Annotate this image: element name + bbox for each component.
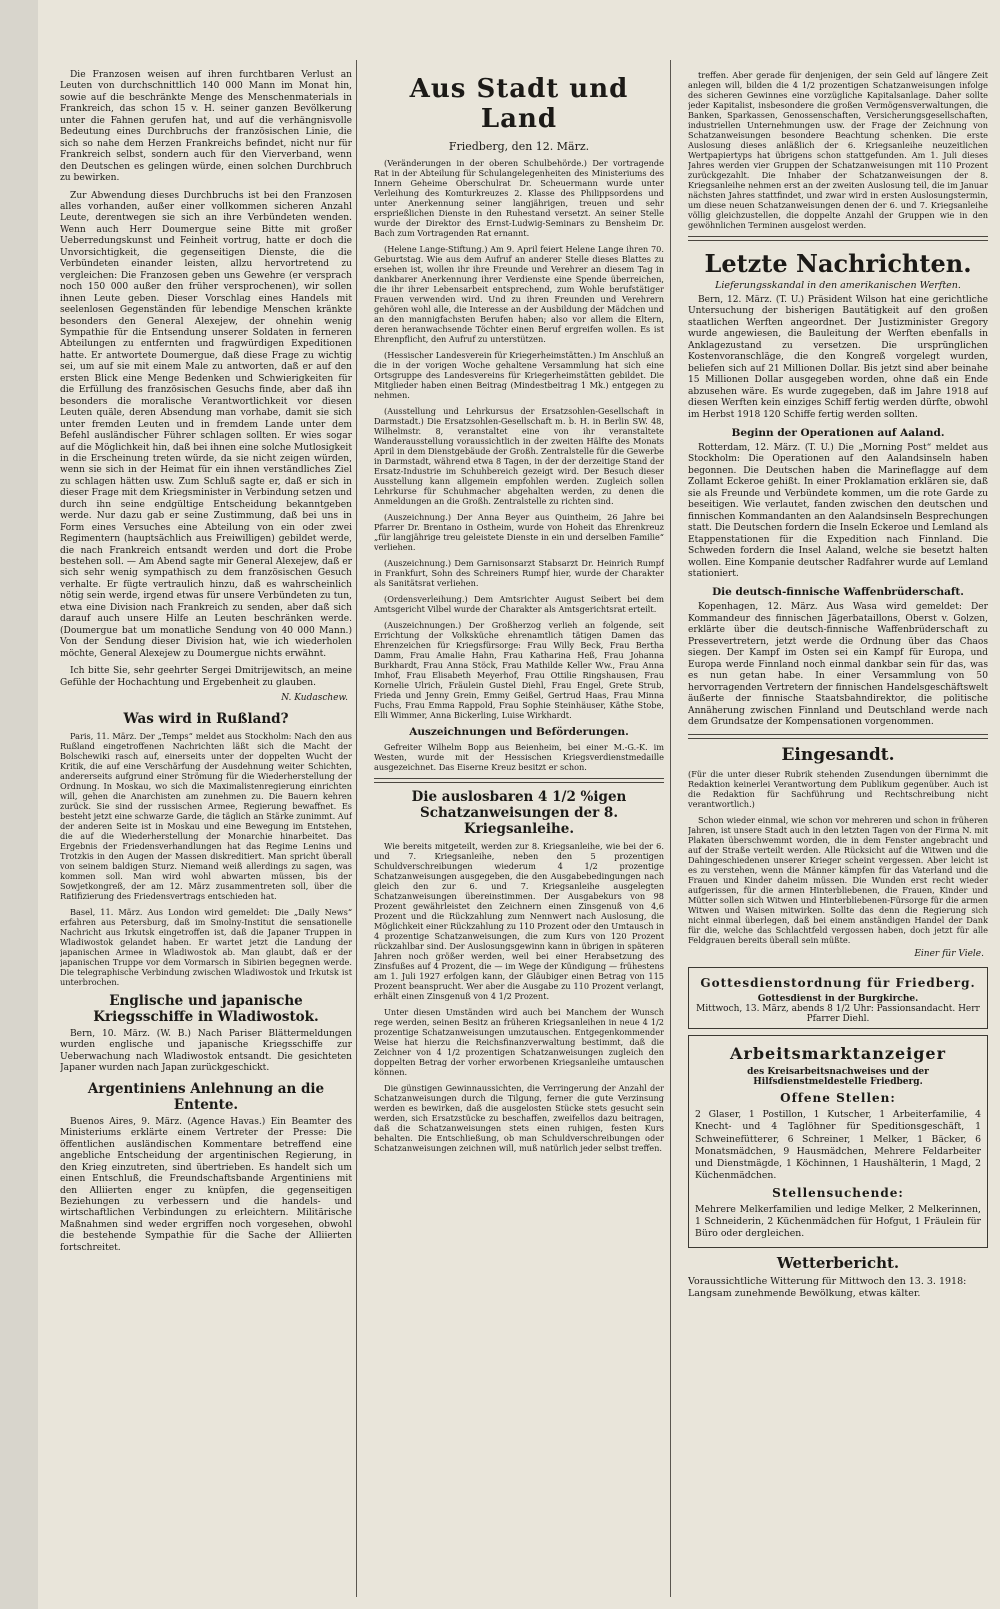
news-item: (Veränderungen in der oberen Schulbehörde.) Der vortragende Rat in der Abteilung für Schulangelegenheiten des Ministeriums des Innern Geheime Oberschulrat Dr. Scheuermann wurde unter Verleihung des Komturkreuzes 2. Klasse des Philippsordens und unter Anerkennung seiner langjährigen, treuen und sehr ersprießlichen Dienste in den Ruhestand versetzt. An seiner Stelle wurde der Direktor des Ernst-Ludwig-Seminars zu Bensheim Dr. Bach zum Vortragenden Rat ernannt. <box>374 158 664 238</box>
news-item: (Auszeichnung.) Dem Garnisonsarzt Stabsarzt Dr. Heinrich Rumpf in Frankfurt, Sohn des Schreiners Rumpf hier, wurde der Charakter als Sanitätsrat verliehen. <box>374 558 664 588</box>
article-paragraph: Bern, 12. März. (T. U.) Präsident Wilson hat eine gerichtliche Untersuchung der bisherigen Bautätigkeit auf den großen staatlichen Werften angeordnet. Der Justizminister Gregory wurde angewiesen, die Bauleitung der Werften ebenfalls in Anklagezustand zu versetzen. Die ursprünglichen Kostenvoranschläge, die den Kongreß vorgelegt wurden, beliefen sich auf 21 Millionen Dollar. Bis jetzt sind aber beinahe 15 Millionen Dollar ausgegeben worden, ohne daß ein Ende abzusehen wäre. Es wurde zugegeben, daß im Jahre 1918 auf diesen Werften kein einziges Schiff fertig werden dürfte, obwohl im Herbst 1918 120 Schiffe fertig werden sollten. <box>688 295 988 420</box>
article-paragraph: Buenos Aires, 9. März. (Agence Havas.) Ein Beamter des Ministeriums erklärte einem Vertreter der Presse: Die öffentlichen ausländischen Kommentare betreffend eine angebliche Entscheidung der argentinischen Regierung, in den Krieg einzutreten, sind übertrieben. Es handelt sich um einen Entschluß, die Freundschaftsbande Argentiniens mit den Alliierten enger zu knüpfen, die gegenseitigen Beziehungen zu verbessern und die handels- und wirtschaftlichen Verbindungen zu erleichtern. Militärische Maßnahmen sind weder ergriffen noch vorgesehen, obwohl die bestehende Sympathie für die Sache der Alliierten fortschreitet. <box>60 1116 352 1253</box>
heading-arbeitsmarkt: Arbeitsmarktanzeiger <box>729 1044 947 1064</box>
dateline: Friedberg, den 12. März. <box>448 140 590 153</box>
newspaper-page <box>38 0 1000 1609</box>
divider <box>688 734 988 739</box>
divider <box>688 236 988 241</box>
article-paragraph: Basel, 11. März. Aus London wird gemeldet: Die „Daily News“ erfahren aus Petersburg, daß im Smolny-Institut die sensationelle Nachricht aus Irkutsk eingetroffen ist, daß die Japaner Truppen in Wladiwostok gelandet haben. Er wartet jetzt die Landung der japanischen Armee in Wladiwostok ab. Man glaubt, daß er der japanischen Truppe vor dem Vormarsch in Sibirien begegnen werde. Die telegraphische Verbindung zwischen Wladiwostok und Irkutsk ist unterbrochen. <box>60 907 352 988</box>
headline-auszeichnungen: Auszeichnungen und Beförderungen. <box>409 726 629 738</box>
column-left <box>60 70 352 1260</box>
heading-offene-stellen: Offene Stellen: <box>780 1091 896 1106</box>
column-divider <box>670 60 671 1597</box>
section-title-letzte-nachrichten: Letzte Nachrichten. <box>704 249 972 278</box>
headline-schatzanweisungen: Die auslosbaren 4 1/2 %igen Schatzanweisungen der 8. Kriegsanleihe. <box>411 789 627 837</box>
article-paragraph: Rotterdam, 12. März. (T. U.) Die „Morning Post“ meldet aus Stockholm: Die Operationen auf den Aalandsinseln haben begonnen. Die Deutschen haben die Marineflagge auf dem Zollamt Eckeroe gehißt. In einer Proklamation erklären sie, daß sie als Freunde und Verbündete kommen, um die rote Garde zu beseitigen. Wie verlautet, fanden zwischen den deutschen und finnischen Kommandanten an den Aalandsinseln Besprechungen statt. Die Deutschen fordern die Inseln Eckeroe und Lemland als Etappenstationen für die Expedition nach Finnland. Die Schweden fordern die Insel Aaland, welche sie besetzt halten wollen. Eine Kompanie deutscher Radfahrer wurde auf Lemland stationiert. <box>688 442 988 579</box>
column-divider <box>356 60 357 1597</box>
weather-forecast: Voraussichtliche Witterung für Mittwoch den 13. 3. 1918: Langsam zunehmende Bewölkung, etwas kälter. <box>688 1276 967 1300</box>
letter-signature: N. Kudaschew. <box>281 693 348 704</box>
subheading: Beginn der Operationen auf Aaland. <box>731 426 945 439</box>
editorial-note: (Für die unter dieser Rubrik stehenden Zusendungen übernimmt die Redaktion keinerlei Verantwortung dem Publikum gegenüber. Auch ist die Redaktion für Sachführung und Rechtschreibung nicht verantwortlich.) <box>688 769 988 810</box>
heading-gottesdienst: Gottesdienstordnung für Friedberg. <box>700 976 976 991</box>
job-seekers-list: Mehrere Melkerfamilien und ledige Melker, 2 Melkerinnen, 1 Schneiderin, 2 Küchenmädchen für Hofgut, 1 Fräulein für Büro oder dergleichen. <box>695 1203 981 1240</box>
article-paragraph: Ich bitte Sie, sehr geehrter Sergei Dmitrijewitsch, an meine Gefühle der Hochachtung und Ergebenheit zu glauben. <box>60 666 352 688</box>
letter-signature: Einer für Viele. <box>914 949 984 960</box>
column-middle <box>374 70 664 1159</box>
column-right <box>688 70 988 1301</box>
news-item: (Auszeichnungen.) Der Großherzog verlieh an folgende, seit Errichtung der Volksküche ehrenamtlich tätigen Damen das Ehrenzeichen für Kriegsfürsorge: Frau Willy Beck, Frau Bertha Damm, Frau Amalie Hahn, Frau Katharina Heß, Frau Johanna Burkhardt, Frau Anna Stöck, Frau Mathilde Keller Ww., Frau Anna Imhof, Frau Elisabeth Meyerhof, Frau Ottilie Ringshausen, Frau Kornelie Ulrich, Fräulein Gustel Diehl, Frau Engel, Grete Strub, Frieda und Jenny Grein, Emmy Geißel, Gertrud Haas, Frau Minna Fuchs, Frau Emma Rappold, Frau Sophie Steinhäuser, Käthe Stobe, Elli Wimmer, Anna Bickerling, Luise Wirkhardt. <box>374 620 664 720</box>
church-notice-box <box>688 967 988 1029</box>
labor-market-box <box>688 1035 988 1248</box>
headline-argentinien: Argentiniens Anlehnung an die Entente. <box>87 1080 325 1113</box>
section-title-eingesandt: Eingesandt. <box>781 745 895 766</box>
article-paragraph: Bern, 10. März. (W. B.) Nach Pariser Blättermeldungen wurden englische und japanische Kriegsschiffe zur Ueberwachung nach Wladiwostok entsandt. Die gesichteten Japaner wurden nach Japan zurückgeschickt. <box>60 1029 352 1074</box>
article-paragraph: Unter diesen Umständen wird auch bei Manchem der Wunsch rege werden, seinen Besitz an früheren Kriegsanleihen in neue 4 1/2 prozentige Schatzanweisungen umzutauschen. Entgegenkommender Weise hat hierzu die Reichsfinanzverwaltung bestimmt, daß die Zeichner von 4 1/2 prozentigen Schatzanweisungen zugleich den doppelten Betrag der vorher erworbenen Kriegsanleihe umtauschen können. <box>374 1007 664 1077</box>
news-item: (Helene Lange-Stiftung.) Am 9. April feiert Helene Lange ihren 70. Geburtstag. Wie aus dem Aufruf an anderer Stelle dieses Blattes zu ersehen ist, wollen ihr ihre Freunde und Verehrer an diesem Tag in dankbarer Anerkennung ihrer Verdienste eine Spende überreichen, die ihr ihrer Lebensarbeit entsprechend, zum Wohle berufstätiger Frauen verwenden wird. Und zu ihren Freunden und Verehrern gehören wohl alle, die Interesse an der Ausbildung der Mädchen und an den mannigfachsten Berufen haben; also vor allem die Eltern, deren heranwachsende Töchter einen Beruf ergreifen wollen. Es ist Ehrenpflicht, den Aufruf zu unterstützen. <box>374 244 664 344</box>
article-paragraph: Schon wieder einmal, wie schon vor mehreren und schon in früheren Jahren, ist unsere Stadt auch in den letzten Tagen von der Firma N. mit Plakaten überschwemmt worden, die in dem Fenster angebracht und auf der Straße verteilt werden. Alle Rücksicht auf die Witwen und die Dahingeschiedenen unserer Krieger scheint vergessen. Aber leicht ist es zu verstehen, wenn die Männer kämpfen für das Vaterland und die Frauen und Kinder daheim müssen. Die Wunden erst recht wieder aufgerissen, für die armen Hinterbliebenen, die Frauen, Kinder und Mütter sollen sich Witwen und Hinterbliebenen-Fürsorge für die armen Witwen und Waisen mitwirken. Sollte das denn die Regierung sich nicht einmal überlegen, daß bei einem anständigen Handel der Dank für die, welche das Schlachtfeld vergossen haben, doch jetzt für alle Feldgrauen bereits überall sein müßte. <box>688 815 988 946</box>
article-paragraph: treffen. Aber gerade für denjenigen, der sein Geld auf längere Zeit anlegen will, bilden die 4 1/2 prozentigen Schatzanweisungen infolge des sicheren Gewinnes eine vorzügliche Kapitalsanlage. Daher sollte jeder Kapitalist, insbesondere die großen Vermögensverwaltungen, die Banken, Sparkassen, Genossenschaften, Versicherungsgesellschaften, industriellen Unternehmungen usw. der Frage der Zeichnung von Schatzanweisungen besondere Beachtung schenken. Die erste Auslosung dieses anläßlich der 6. Kriegsanleihe neuzeitlichen Wertpapiertyps hat übrigens schon stattgefunden. Am 1. Juli dieses Jahres werden vier Gruppen der Schatzanweisungen mit 110 Prozent zurückgezahlt. Die Inhaber der Schatzanweisungen der 8. Kriegsanleihe nehmen erst an der zweiten Auslosung teil, die im Januar nächsten Jahres stattfindet, und zwar wird in ersten Auslosungstermin, um diese neuen Schatzanweisungen denen der 6. und 7. Kriegsanleihe völlig gleichzustellen, die doppelte Anzahl der Gruppen wie in den gewöhnlichen Terminen ausgelost werden. <box>688 70 988 230</box>
news-item: (Auszeichnung.) Der Anna Beyer aus Quintheim, 26 Jahre bei Pfarrer Dr. Brentano in Ostheim, wurde von Hoheit das Ehrenkreuz „für langjährige treu geleistete Dienste in ein und derselben Familie“ verliehen. <box>374 512 664 552</box>
section-title-stadt-land: Aus Stadt und Land <box>409 74 629 134</box>
subheading: Gottesdienst in der Burgkirche. <box>757 994 919 1005</box>
heading-wetterbericht: Wetterbericht. <box>776 1254 900 1273</box>
job-list: 2 Glaser, 1 Postillon, 1 Kutscher, 1 Arbeiterfamilie, 4 Knecht- und 4 Taglöhner für Speditionsgeschäft, 1 Schweinefütterer, 6 Schreiner, 1 Melker, 1 Bäcker, 6 Monatsmädchen, 9 Hausmädchen, Mehrere Feldarbeiter und Dienstmägde, 1 Köchinnen, 1 Haushälterin, 1 Magd, 2 Küchenmädchen. <box>695 1109 981 1181</box>
headline-wladiwostok: Englische und japanische Kriegsschiffe in Wladiwostok. <box>93 993 319 1026</box>
article-paragraph: Zur Abwendung dieses Durchbruchs ist bei den Franzosen alles vorhanden, außer einer vollkommen sicheren Anzahl Leute, derentwegen sie sich an ihre Verbündeten wenden. Wenn auch Herr Doumergue seine Bitte mit großer Ueberredungskunst und Feinheit vortrug, hatte er doch die Unvorsichtigkeit, die gegenseitigen Dienste, die die Verbündeten einander leisten, allzu hervortretend zu vergleichen: Die Franzosen geben uns Gewehre (er versprach noch 150 000 außer den früher versprochenen), wir sollen ihnen Leute geben. Dieser Vorschlag eines Handels mit seelenlosen Gegenständen für lebendige Menschen kränkte besonders den General Alexejew, der ohnehin wenig Sympathie für die Entsendung unserer Soldaten in ferneren Abteilungen zu entfernten und fragwürdigen Expeditionen hatte. Er antwortete Doumergue, daß diese Frage zu wichtig sei, um auf sie mit einem Male zu antworten, daß er auf den ersten Blick eine Menge Bedenken und Schwierigkeiten für die Erfüllung des französischen Gesuchs finde, aber daß ihn besonders die moralische Verantwortlichkeit vor diesen Leuten quäle, deren Absendung man vorhabe, damit sie sich unter fremden Leuten und in fremdem Lande unter dem Befehl ausländischer Führer schlagen sollten. Er wies sogar auf die Möglichkeit hin, daß bei ihnen eine solche Mutlosigkeit in die Erscheinung treten würde, da sie nicht zeigen würden, wenn sie sich in der Heimat für ein ihnen verständliches Ziel zu schlagen hätten usw. Zum Schluß sagte er, daß er sich in dieser Frage mit dem Kriegsminister in Verbindung setzen und durch ihn seine endgültige Entscheidung bekanntgeben werde. Nur dazu gab er seine Zustimmung, daß bei uns in Form eines Versuches eine Abteilung von ein oder zwei Regimentern (hauptsächlich aus Freiwilligen) gebildet werde, die nach Frankreich entsandt werden und dort die Probe bestehen soll. — Am Abend sagte mir General Alexejew, daß er sich sehr wenig sympathisch zu dem französischen Gesuch verhalte. Er fügte vertraulich hinzu, daß es wahrscheinlich nötig sein werde, irgend etwas für unsere Verbündeten zu tun, etwa eine Division nach Frankreich zu senden, aber daß sich darauf auch unsere Hilfe an Leuten beschränken werde. (Doumergue bat um monatliche Sendung von 40 000 Mann.) Von der Sendung dieser Division hat, wie ich wiederholen möchte, General Alexejew zu Doumergue nichts erwähnt. <box>60 190 352 659</box>
news-item: (Ausstellung und Lehrkursus der Ersatzsohlen-Gesellschaft in Darmstadt.) Die Ersatzsohlen-Gesellschaft m. b. H. in Berlin SW. 48, Wilhelmstr. 8, veranstaltet eine von ihr veranstaltete Wanderausstellung voraussichtlich in der zweiten Hälfte des Monats April in dem Dienstgebäude der Großh. Zentralstelle für die Gewerbe in Darmstadt, während etwa 8 Tagen, in der der derzeitige Stand der Ersatz-Industrie im Schuhbereich gezeigt wird. Der Besuch dieser Ausstellung kann allgemein empfohlen werden. Zugleich sollen Lehrkurse für Schuhmacher abgehalten werden, zu denen die Anmeldungen an die Großh. Zentralstelle zu richten sind. <box>374 406 664 506</box>
subheading: Lieferungsskandal in den amerikanischen Werften. <box>715 280 961 291</box>
heading-stellensuchende: Stellensuchende: <box>772 1185 904 1200</box>
article-paragraph: Wie bereits mitgeteilt, werden zur 8. Kriegsanleihe, wie bei der 6. und 7. Kriegsanleihe, neben den 5 prozentigen Schuldverschreibungen wiederum 4 1/2 prozentige Schatzanweisungen ausgegeben, die den Ausgabebedingungen nach gleich den zur 6. und 7. Kriegsanleihe ausgelegten Schatzanweisungen übereinstimmen. Der Ausgabekurs von 98 Prozent gewährleistet den Zeichnern einen Zinsgenuß von 4,6 Prozent und die Rückzahlung zum Nennwert nach Auslosung, die Möglichkeit einer Rückzahlung zu 110 Prozent oder den Umtausch in 4 prozentige Schatzanweisungen, die zum Kurs von 120 Prozent rückzahlbar sind. Der Auslosungsgewinn kann in übrigen in späteren Jahren noch größer werden, weil bei einer Herabsetzung des Zinsfußes auf 4 Prozent, die — im Wege der Kündigung — frühestens am 1. Juli 1927 erfolgen kann, der Gläubiger einen Betrag von 115 Prozent beansprucht. Wer aber die Ausgabe zu 110 Prozent verlangt, erhält einen Zinsgenuß von 4 1/2 Prozent. <box>374 841 664 1001</box>
divider <box>374 778 664 783</box>
article-paragraph: Paris, 11. März. Der „Temps“ meldet aus Stockholm: Nach den aus Rußland eingetroffenen Nachrichten läßt sich die Macht der Bolschewiki rasch auf, einerseits unter der doppelten Wucht der Kritik, die auf eine Verschärfung der Ausdehnung weiter Schichten, andererseits aufgrund einer Strömung für die Wiederherstellung der Ordnung. In Moskau, wo sich die Maximalistenregierung einrichten will, gehen die Anarchisten am zunehmen zu. Die Bauern kehren zurück. Sie sind der russischen Armee, Regierung bewaffnet. Es besteht jetzt eine schwarze Garde, die täglich an Stärke zunimmt. Auf der anderen Seite ist in Moskau und eine Bewegung im Entstehen, die auf die Wiederherstellung der Monarchie hinarbeitet. Das Ergebnis der Friedensverhandlungen hat das Regime Lenins und Trotzkis in den Augen der Massen diskreditiert. Man spricht überall von seinem baldigen Sturz. Niemand weiß allerdings zu sagen, was kommen soll. Man wird wohl abwarten müssen, bis der Sowjetkongreß, der am 12. März zusammentreten soll, über die Ratifizierung des Friedensvertrags entschieden hat. <box>60 731 352 902</box>
article-paragraph: Die Franzosen weisen auf ihren furchtbaren Verlust an Leuten von durchschnittlich 140 000 Mann im Monat hin, sowie auf die beschränkte Menge des Menschenmaterials in Frankreich, das schon 15 v. H. seiner ganzen Bevölkerung unter die Fahnen gerufen hat, und auf die verhängnisvolle Bedeutung eines Durchbruchs der französischen Linie, die sich so nahe dem Herzen Frankreichs befindet, nicht nur für Frankreich selbst, sondern auch für den Vierverband, wenn den Deutschen es gelingen würde, einen solchen Durchbruch zu bewirken. <box>60 70 352 184</box>
news-item: (Hessischer Landesverein für Kriegerheimstätten.) Im Anschluß an die in der vorigen Woche gehaltene Versammlung hat sich eine Ortsgruppe des Landesvereins für Kriegerheimstätten gebildet. Die Mitglieder haben einen Beitrag (Mindestbeitrag 1 Mk.) entgegen zu nehmen. <box>374 350 664 400</box>
news-item: Gefreiter Wilhelm Bopp aus Beienheim, bei einer M.-G.-K. im Westen, wurde mit der Hessischen Kriegsverdienstmedaille ausgezeichnet. Das Eiserne Kreuz besitzt er schon. <box>374 742 664 772</box>
article-paragraph: Kopenhagen, 12. März. Aus Wasa wird gemeldet: Der Kommandeur des finnischen Jägerbataillons, Oberst v. Golzen, erklärte über die deutsch-finnische Waffenbrüderschaft zu Pressevertretern, jetzt werde die Ordnung über das Chaos siegen. Der Kampf im Osten sei ein Kampf für Europa, und Europa werde Finnland noch einmal dankbar sein für das, was es nun getan habe. In einer Versammlung von 50 hervorragenden Vertretern der finnischen Handelsgeschäftswelt äußerte der finnische Staatsbahndirektor, die politische Annäherung zwischen Finnland und Deutschland werde nach dem Grundsatze der Kompensationen vorgenommen. <box>688 602 988 727</box>
headline-russland: Was wird in Rußland? <box>123 711 289 728</box>
subheading: Die deutsch-finnische Waffenbrüderschaft. <box>712 586 964 599</box>
service-time: Mittwoch, 13. März, abends 8 1/2 Uhr: Passionsandacht. Herr Pfarrer Diehl. <box>696 1004 980 1025</box>
subheading: des Kreisarbeitsnachweises und der Hilfsdienstmeldestelle Friedberg. <box>747 1067 929 1088</box>
news-item: (Ordensverleihung.) Dem Amtsrichter August Seibert bei dem Amtsgericht Vilbel wurde der Charakter als Amtsgerichtsrat erteilt. <box>374 594 664 614</box>
article-paragraph: Die günstigen Gewinnaussichten, die Verringerung der Anzahl der Schatzanweisungen durch die Tilgung, ferner die gute Verzinsung werden es bewirken, daß die ausgelosten Stücke stets gesucht sein werden, sich Ersatzstücke zu beschaffen, zweifellos dazu beitragen, daß die Schatzanweisungen stets einen ruhigen, festen Kurs behalten. Die Entschließung, ob man Schuldverschreibungen oder Schatzanweisungen zeichnen will, muß natürlich jeder selbst treffen. <box>374 1083 664 1153</box>
